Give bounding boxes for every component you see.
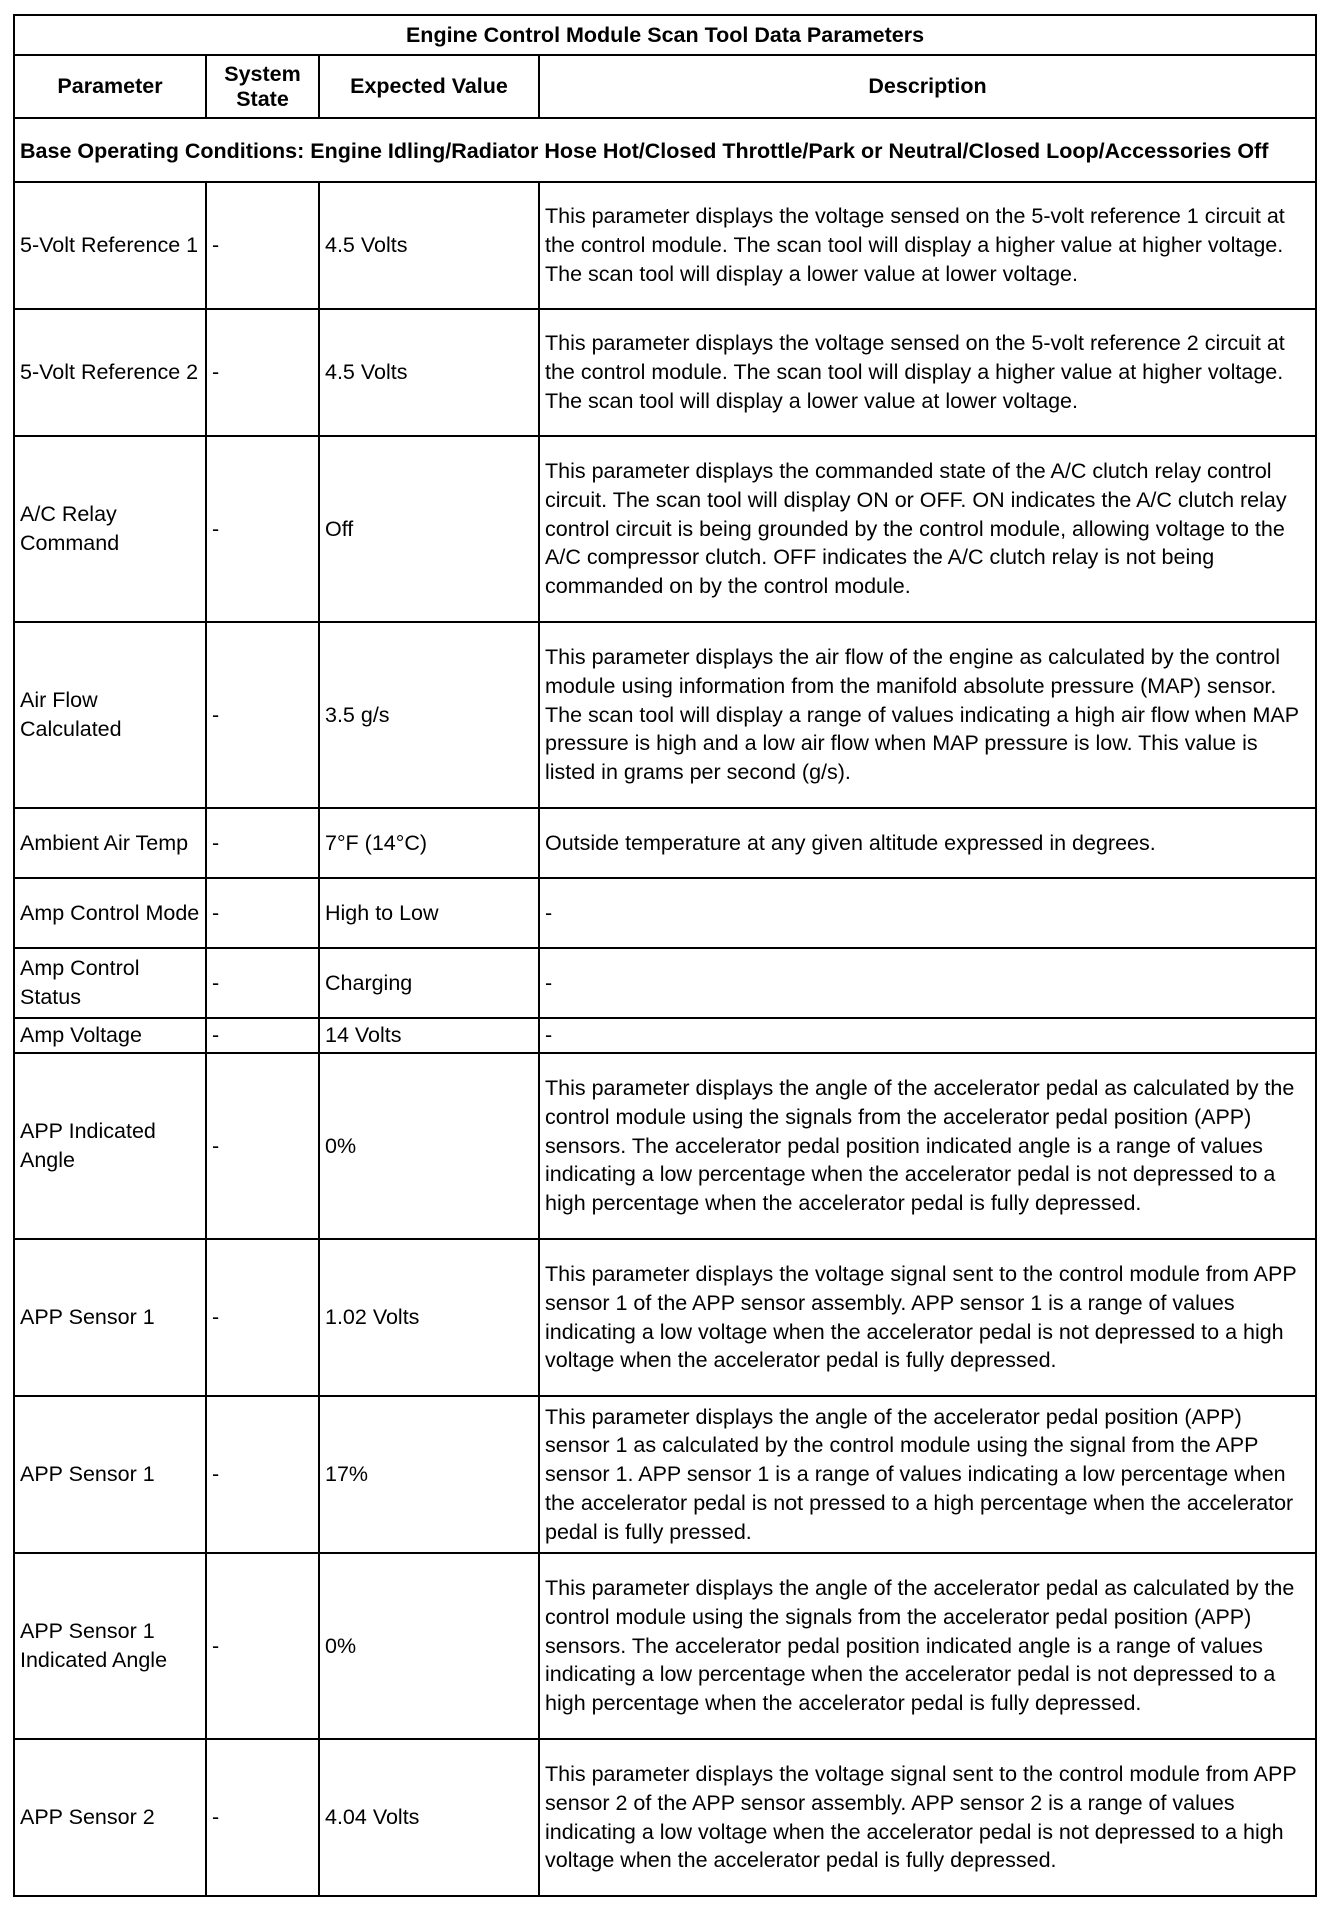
table-row	[14, 182, 1316, 309]
system-state-cell: -	[206, 1053, 319, 1239]
system-state-cell: -	[206, 436, 319, 622]
table-row	[14, 309, 1316, 436]
table-row	[14, 1553, 1316, 1739]
parameter-cell: Amp Control Status	[14, 948, 206, 1018]
table-header-row	[14, 55, 1316, 118]
system-state-cell: -	[206, 1739, 319, 1896]
system-state-cell: -	[206, 948, 319, 1018]
system-state-cell: -	[206, 878, 319, 948]
parameter-cell: A/C Relay Command	[14, 436, 206, 622]
system-state-cell: -	[206, 622, 319, 808]
expected-value-cell: 3.5 g/s	[319, 622, 539, 808]
expected-value-cell: 7°F (14°C)	[319, 808, 539, 878]
table-row	[14, 1739, 1316, 1896]
scan-tool-data-table	[13, 14, 1317, 1897]
table-row	[14, 1239, 1316, 1396]
parameter-cell: APP Sensor 1	[14, 1396, 206, 1553]
table-row	[14, 808, 1316, 878]
header-system-state: System State	[206, 55, 319, 118]
description-cell: -	[539, 948, 1316, 1018]
description-cell: This parameter displays the angle of the accelerator pedal as calculated by the control module using the signals from the accelerator pedal position (APP) sensors. The accelerator pedal position indicated angle is a range of values indicating a low percentage when the accelerator pedal is not depressed to a high percentage when the accelerator pedal is fully depressed.	[539, 1553, 1316, 1739]
description-cell: This parameter displays the voltage signal sent to the control module from APP sensor 2 of the APP sensor assembly. APP sensor 2 is a range of values indicating a low voltage when the accelerator pedal is not depressed to a high voltage when the accelerator pedal is fully depressed.	[539, 1739, 1316, 1896]
header-expected-value: Expected Value	[319, 55, 539, 118]
header-parameter: Parameter	[14, 55, 206, 118]
base-operating-conditions-row	[14, 118, 1316, 182]
parameter-cell: Ambient Air Temp	[14, 808, 206, 878]
system-state-cell: -	[206, 1239, 319, 1396]
table-row	[14, 1053, 1316, 1239]
expected-value-cell: 4.5 Volts	[319, 182, 539, 309]
table-row	[14, 1396, 1316, 1553]
table-row	[14, 622, 1316, 808]
table-row	[14, 1018, 1316, 1053]
parameter-cell: Amp Control Mode	[14, 878, 206, 948]
expected-value-cell: Off	[319, 436, 539, 622]
parameter-cell: APP Indicated Angle	[14, 1053, 206, 1239]
system-state-cell: -	[206, 182, 319, 309]
expected-value-cell: 4.5 Volts	[319, 309, 539, 436]
description-cell: -	[539, 878, 1316, 948]
description-cell: This parameter displays the voltage signal sent to the control module from APP sensor 1 of the APP sensor assembly. APP sensor 1 is a range of values indicating a low voltage when the accelerator pedal is not depressed to a high voltage when the accelerator pedal is fully depressed.	[539, 1239, 1316, 1396]
table-title: Engine Control Module Scan Tool Data Parameters	[14, 15, 1316, 55]
header-description: Description	[539, 55, 1316, 118]
description-cell: This parameter displays the air flow of the engine as calculated by the control module using information from the manifold absolute pressure (MAP) sensor. The scan tool will display a range of values indicating a high air flow when MAP pressure is high and a low air flow when MAP pressure is low. This value is listed in grams per second (g/s).	[539, 622, 1316, 808]
description-cell: This parameter displays the angle of the accelerator pedal as calculated by the control module using the signals from the accelerator pedal position (APP) sensors. The accelerator pedal position indicated angle is a range of values indicating a low percentage when the accelerator pedal is not depressed to a high percentage when the accelerator pedal is fully depressed.	[539, 1053, 1316, 1239]
system-state-cell: -	[206, 808, 319, 878]
expected-value-cell: 0%	[319, 1053, 539, 1239]
expected-value-cell: 14 Volts	[319, 1018, 539, 1053]
table-row	[14, 948, 1316, 1018]
description-cell: -	[539, 1018, 1316, 1053]
system-state-cell: -	[206, 1553, 319, 1739]
table-row	[14, 878, 1316, 948]
expected-value-cell: 4.04 Volts	[319, 1739, 539, 1896]
parameter-cell: APP Sensor 1	[14, 1239, 206, 1396]
parameter-cell: APP Sensor 2	[14, 1739, 206, 1896]
description-cell: This parameter displays the voltage sensed on the 5-volt reference 1 circuit at the control module. The scan tool will display a higher value at higher voltage. The scan tool will display a lower value at lower voltage.	[539, 182, 1316, 309]
expected-value-cell: 1.02 Volts	[319, 1239, 539, 1396]
expected-value-cell: High to Low	[319, 878, 539, 948]
parameter-cell: APP Sensor 1 Indicated Angle	[14, 1553, 206, 1739]
expected-value-cell: Charging	[319, 948, 539, 1018]
system-state-cell: -	[206, 309, 319, 436]
base-operating-conditions: Base Operating Conditions: Engine Idling/Radiator Hose Hot/Closed Throttle/Park or Neutral/Closed Loop/Accessories Off	[14, 118, 1316, 182]
table-title-row	[14, 15, 1316, 55]
parameter-cell: Amp Voltage	[14, 1018, 206, 1053]
system-state-cell: -	[206, 1018, 319, 1053]
system-state-cell: -	[206, 1396, 319, 1553]
description-cell: Outside temperature at any given altitude expressed in degrees.	[539, 808, 1316, 878]
expected-value-cell: 17%	[319, 1396, 539, 1553]
parameter-cell: 5-Volt Reference 2	[14, 309, 206, 436]
expected-value-cell: 0%	[319, 1553, 539, 1739]
description-cell: This parameter displays the voltage sensed on the 5-volt reference 2 circuit at the control module. The scan tool will display a higher value at higher voltage. The scan tool will display a lower value at lower voltage.	[539, 309, 1316, 436]
parameter-cell: Air Flow Calculated	[14, 622, 206, 808]
table-row	[14, 436, 1316, 622]
parameter-cell: 5-Volt Reference 1	[14, 182, 206, 309]
description-cell: This parameter displays the commanded state of the A/C clutch relay control circuit. The scan tool will display ON or OFF. ON indicates the A/C clutch relay control circuit is being grounded by the control module, allowing voltage to the A/C compressor clutch. OFF indicates the A/C clutch relay is not being commanded on by the control module.	[539, 436, 1316, 622]
description-cell: This parameter displays the angle of the accelerator pedal position (APP) sensor 1 as calculated by the control module using the signal from the APP sensor 1. APP sensor 1 is a range of values indicating a low percentage when the accelerator pedal is not pressed to a high percentage when the accelerator pedal is fully pressed.	[539, 1396, 1316, 1553]
